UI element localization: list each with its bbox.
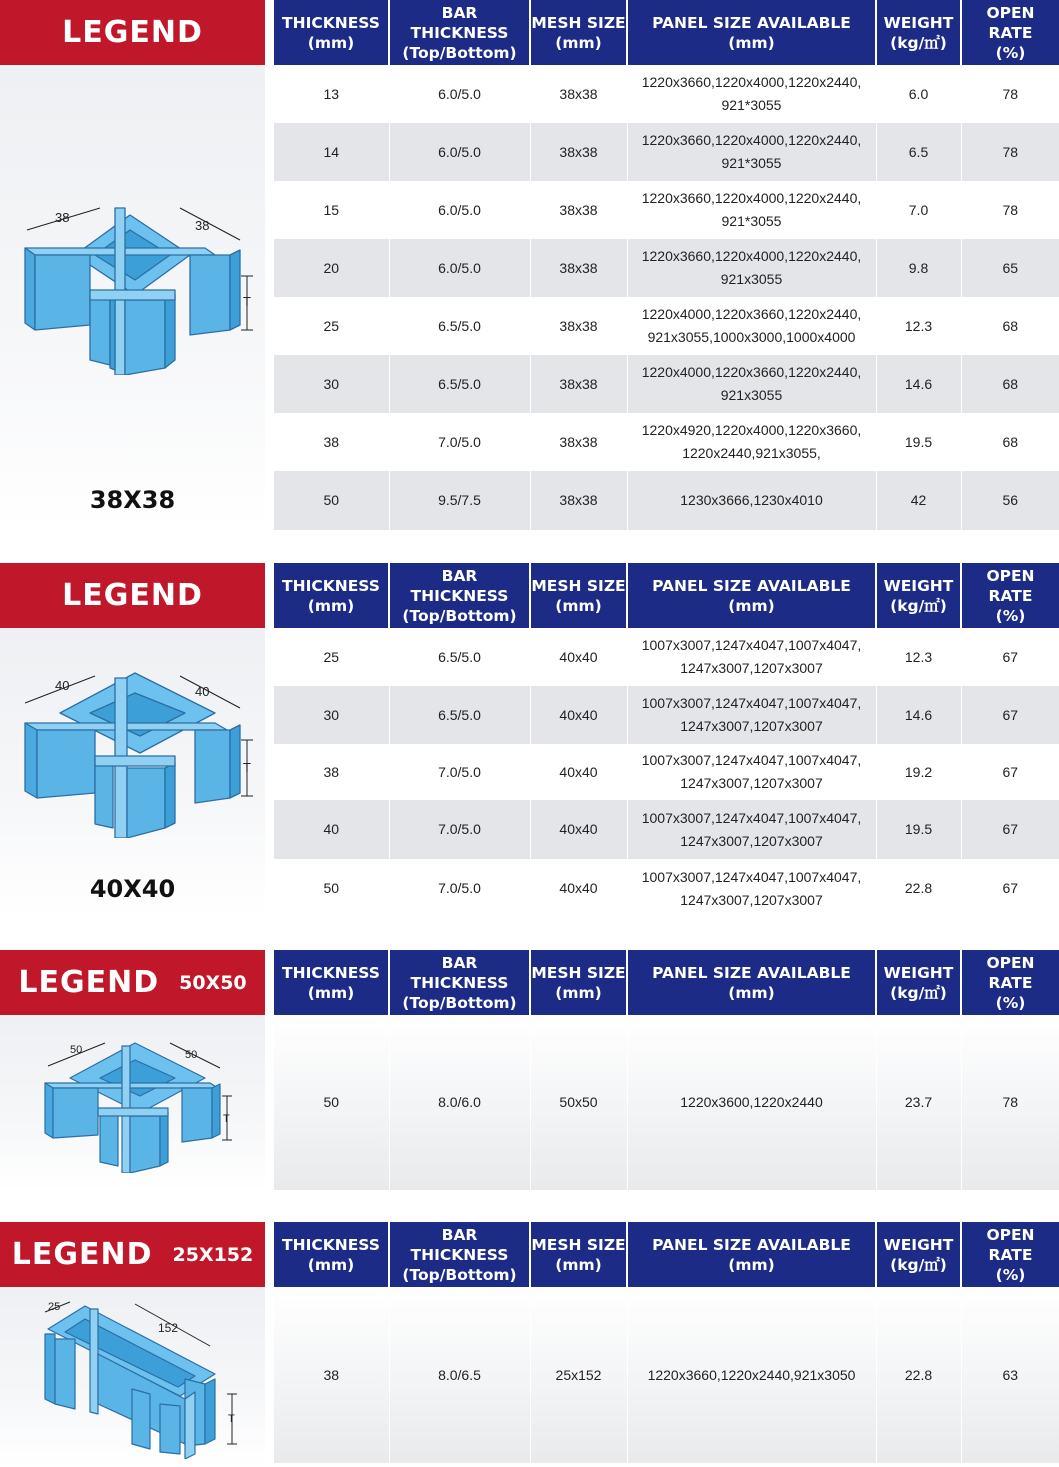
cell-open-rate: 67 <box>961 686 1059 744</box>
spec-table <box>274 950 1059 1190</box>
cell-thickness: 40 <box>274 800 389 859</box>
cell-bar-thickness: 9.5/7.5 <box>389 471 530 530</box>
cell-bar-thickness: 8.0/6.0 <box>389 1015 530 1190</box>
cell-thickness: 20 <box>274 239 389 297</box>
dim-t-label: T <box>243 294 251 309</box>
header-weight: WEIGHT (kg/㎡) <box>876 563 961 628</box>
header-thickness: THICKNESS (mm) <box>274 1222 389 1287</box>
table-row <box>274 355 1059 413</box>
header-panel-size: PANEL SIZE AVAILABLE (mm) <box>627 950 876 1015</box>
table-header-row <box>274 563 1059 628</box>
header-panel-size: PANEL SIZE AVAILABLE (mm) <box>627 563 876 628</box>
grating-section-38x38 <box>0 0 1059 530</box>
grating-25x152-icon <box>40 1294 245 1459</box>
cell-bar-thickness: 6.0/5.0 <box>389 123 530 181</box>
legend-mesh-label: 25X152 <box>172 1243 254 1266</box>
cell-thickness: 50 <box>274 1015 389 1190</box>
table-header-row <box>274 950 1059 1015</box>
legend-mesh-label: 50X50 <box>179 971 247 994</box>
cell-thickness: 14 <box>274 123 389 181</box>
table-row <box>274 239 1059 297</box>
cell-thickness: 30 <box>274 686 389 744</box>
header-open-rate: OPEN RATE (%) <box>961 0 1059 65</box>
header-bar-thickness: BAR THICKNESS (Top/Bottom) <box>389 563 530 628</box>
cell-open-rate: 67 <box>961 800 1059 859</box>
cell-weight: 12.3 <box>876 297 961 355</box>
table-row <box>274 65 1059 123</box>
cell-open-rate: 67 <box>961 744 1059 800</box>
legend-title: LEGEND <box>18 965 160 1000</box>
table-row <box>274 686 1059 744</box>
cell-panel-size: 1220x3600,1220x2440 <box>627 1015 876 1190</box>
table-row <box>274 181 1059 239</box>
cell-mesh-size: 50x50 <box>530 1015 627 1190</box>
table-row <box>274 297 1059 355</box>
cell-panel-size: 1007x3007,1247x4047,1007x4047, 1247x3007,1207x3007 <box>627 744 876 800</box>
dim-b-label: 152 <box>158 1321 179 1335</box>
legend-banner <box>0 950 265 1015</box>
cell-open-rate: 78 <box>961 1015 1059 1190</box>
cell-open-rate: 78 <box>961 181 1059 239</box>
dim-a-label: 38 <box>55 210 70 225</box>
cell-weight: 9.8 <box>876 239 961 297</box>
cell-panel-size: 1230x3666,1230x4010 <box>627 471 876 530</box>
cell-mesh-size: 40x40 <box>530 744 627 800</box>
grating-38x38-icon <box>15 200 260 375</box>
cell-mesh-size: 38x38 <box>530 65 627 123</box>
cell-bar-thickness: 6.5/5.0 <box>389 355 530 413</box>
cell-weight: 14.6 <box>876 355 961 413</box>
header-weight: WEIGHT (kg/㎡) <box>876 950 961 1015</box>
grating-section-40x40 <box>0 563 1059 918</box>
cell-bar-thickness: 7.0/5.0 <box>389 859 530 918</box>
legend-title: LEGEND <box>11 1237 153 1272</box>
header-panel-size: PANEL SIZE AVAILABLE (mm) <box>627 1222 876 1287</box>
cell-weight: 19.2 <box>876 744 961 800</box>
cell-mesh-size: 40x40 <box>530 628 627 686</box>
cell-weight: 6.0 <box>876 65 961 123</box>
dim-a-label: 40 <box>55 678 70 693</box>
cell-bar-thickness: 6.5/5.0 <box>389 297 530 355</box>
cell-weight: 42 <box>876 471 961 530</box>
dim-b-label: 50 <box>185 1049 198 1061</box>
cell-mesh-size: 38x38 <box>530 471 627 530</box>
cell-bar-thickness: 6.5/5.0 <box>389 686 530 744</box>
cell-panel-size: 1220x4000,1220x3660,1220x2440, 921x3055 <box>627 355 876 413</box>
cell-bar-thickness: 6.5/5.0 <box>389 628 530 686</box>
table-row <box>274 471 1059 530</box>
cell-open-rate: 68 <box>961 413 1059 471</box>
cell-thickness: 38 <box>274 744 389 800</box>
header-mesh-size: MESH SIZE (mm) <box>530 0 627 65</box>
cell-panel-size: 1220x3660,1220x4000,1220x2440, 921*3055 <box>627 65 876 123</box>
cell-bar-thickness: 7.0/5.0 <box>389 413 530 471</box>
cell-thickness: 15 <box>274 181 389 239</box>
cell-thickness: 38 <box>274 1287 389 1463</box>
dim-t-label: T <box>228 1413 235 1425</box>
header-bar-thickness: BAR THICKNESS (Top/Bottom) <box>389 0 530 65</box>
dim-a-label: 50 <box>70 1044 83 1056</box>
cell-open-rate: 78 <box>961 123 1059 181</box>
cell-thickness: 50 <box>274 471 389 530</box>
header-bar-thickness: BAR THICKNESS (Top/Bottom) <box>389 950 530 1015</box>
header-thickness: THICKNESS (mm) <box>274 950 389 1015</box>
cell-open-rate: 56 <box>961 471 1059 530</box>
cell-weight: 14.6 <box>876 686 961 744</box>
cell-weight: 22.8 <box>876 859 961 918</box>
header-open-rate: OPEN RATE (%) <box>961 1222 1059 1287</box>
cell-mesh-size: 38x38 <box>530 123 627 181</box>
cell-mesh-size: 38x38 <box>530 413 627 471</box>
table-row <box>274 1015 1059 1190</box>
cell-open-rate: 65 <box>961 239 1059 297</box>
table-header-row <box>274 0 1059 65</box>
cell-thickness: 25 <box>274 297 389 355</box>
table-row <box>274 628 1059 686</box>
cell-panel-size: 1007x3007,1247x4047,1007x4047, 1247x3007,1207x3007 <box>627 628 876 686</box>
cell-weight: 6.5 <box>876 123 961 181</box>
cell-mesh-size: 40x40 <box>530 686 627 744</box>
cell-panel-size: 1007x3007,1247x4047,1007x4047, 1247x3007,1207x3007 <box>627 800 876 859</box>
cell-weight: 19.5 <box>876 800 961 859</box>
cell-thickness: 30 <box>274 355 389 413</box>
legend-title: LEGEND <box>62 15 203 50</box>
spec-table <box>274 1222 1059 1463</box>
cell-open-rate: 67 <box>961 859 1059 918</box>
table-row <box>274 1287 1059 1463</box>
cell-thickness: 25 <box>274 628 389 686</box>
cell-weight: 23.7 <box>876 1015 961 1190</box>
dim-t-label: T <box>223 1113 230 1125</box>
grating-50x50-icon <box>40 1038 240 1173</box>
cell-bar-thickness: 6.0/5.0 <box>389 239 530 297</box>
table-row <box>274 744 1059 800</box>
table-header-row <box>274 1222 1059 1287</box>
table-row <box>274 413 1059 471</box>
cell-panel-size: 1220x3660,1220x4000,1220x2440, 921*3055 <box>627 123 876 181</box>
cell-bar-thickness: 7.0/5.0 <box>389 800 530 859</box>
cell-open-rate: 78 <box>961 65 1059 123</box>
header-weight: WEIGHT (kg/㎡) <box>876 1222 961 1287</box>
table-row <box>274 800 1059 859</box>
dim-t-label: T <box>243 760 251 775</box>
cell-weight: 7.0 <box>876 181 961 239</box>
cell-panel-size: 1220x3660,1220x4000,1220x2440, 921*3055 <box>627 181 876 239</box>
cell-bar-thickness: 6.0/5.0 <box>389 65 530 123</box>
cell-weight: 22.8 <box>876 1287 961 1463</box>
cell-panel-size: 1007x3007,1247x4047,1007x4047, 1247x3007,1207x3007 <box>627 859 876 918</box>
header-bar-thickness: BAR THICKNESS (Top/Bottom) <box>389 1222 530 1287</box>
grating-section-25x152 <box>0 1222 1059 1467</box>
cell-mesh-size: 38x38 <box>530 181 627 239</box>
dim-b-label: 40 <box>195 684 210 699</box>
cell-mesh-size: 38x38 <box>530 297 627 355</box>
cell-open-rate: 67 <box>961 628 1059 686</box>
cell-weight: 12.3 <box>876 628 961 686</box>
mesh-caption: 38X38 <box>89 486 176 514</box>
header-mesh-size: MESH SIZE (mm) <box>530 1222 627 1287</box>
header-thickness: THICKNESS (mm) <box>274 0 389 65</box>
table-row <box>274 123 1059 181</box>
cell-open-rate: 68 <box>961 297 1059 355</box>
header-weight: WEIGHT (kg/㎡) <box>876 0 961 65</box>
legend-title: LEGEND <box>62 578 203 613</box>
header-mesh-size: MESH SIZE (mm) <box>530 950 627 1015</box>
header-thickness: THICKNESS (mm) <box>274 563 389 628</box>
cell-panel-size: 1220x4920,1220x4000,1220x3660, 1220x2440,921x3055, <box>627 413 876 471</box>
dim-b-label: 38 <box>195 218 210 233</box>
cell-panel-size: 1220x3660,1220x4000,1220x2440, 921x3055 <box>627 239 876 297</box>
cell-bar-thickness: 8.0/6.5 <box>389 1287 530 1463</box>
mesh-caption: 40X40 <box>89 875 176 903</box>
cell-bar-thickness: 6.0/5.0 <box>389 181 530 239</box>
header-open-rate: OPEN RATE (%) <box>961 950 1059 1015</box>
table-row <box>274 859 1059 918</box>
cell-mesh-size: 40x40 <box>530 800 627 859</box>
cell-open-rate: 63 <box>961 1287 1059 1463</box>
cell-mesh-size: 38x38 <box>530 239 627 297</box>
spec-table <box>274 563 1059 918</box>
header-panel-size: PANEL SIZE AVAILABLE (mm) <box>627 0 876 65</box>
cell-thickness: 13 <box>274 65 389 123</box>
cell-thickness: 50 <box>274 859 389 918</box>
cell-mesh-size: 25x152 <box>530 1287 627 1463</box>
dim-a-label: 25 <box>48 1301 61 1313</box>
cell-mesh-size: 38x38 <box>530 355 627 413</box>
cell-weight: 19.5 <box>876 413 961 471</box>
legend-banner <box>0 0 265 65</box>
grating-40x40-icon <box>15 668 260 838</box>
cell-open-rate: 68 <box>961 355 1059 413</box>
cell-bar-thickness: 7.0/5.0 <box>389 744 530 800</box>
grating-section-50x50 <box>0 950 1059 1190</box>
legend-banner <box>0 563 265 628</box>
cell-panel-size: 1007x3007,1247x4047,1007x4047, 1247x3007,1207x3007 <box>627 686 876 744</box>
cell-panel-size: 1220x4000,1220x3660,1220x2440, 921x3055,1000x3000,1000x4000 <box>627 297 876 355</box>
header-mesh-size: MESH SIZE (mm) <box>530 563 627 628</box>
header-open-rate: OPEN RATE (%) <box>961 563 1059 628</box>
legend-banner <box>0 1222 265 1287</box>
cell-thickness: 38 <box>274 413 389 471</box>
cell-mesh-size: 40x40 <box>530 859 627 918</box>
spec-table <box>274 0 1059 530</box>
cell-panel-size: 1220x3660,1220x2440,921x3050 <box>627 1287 876 1463</box>
